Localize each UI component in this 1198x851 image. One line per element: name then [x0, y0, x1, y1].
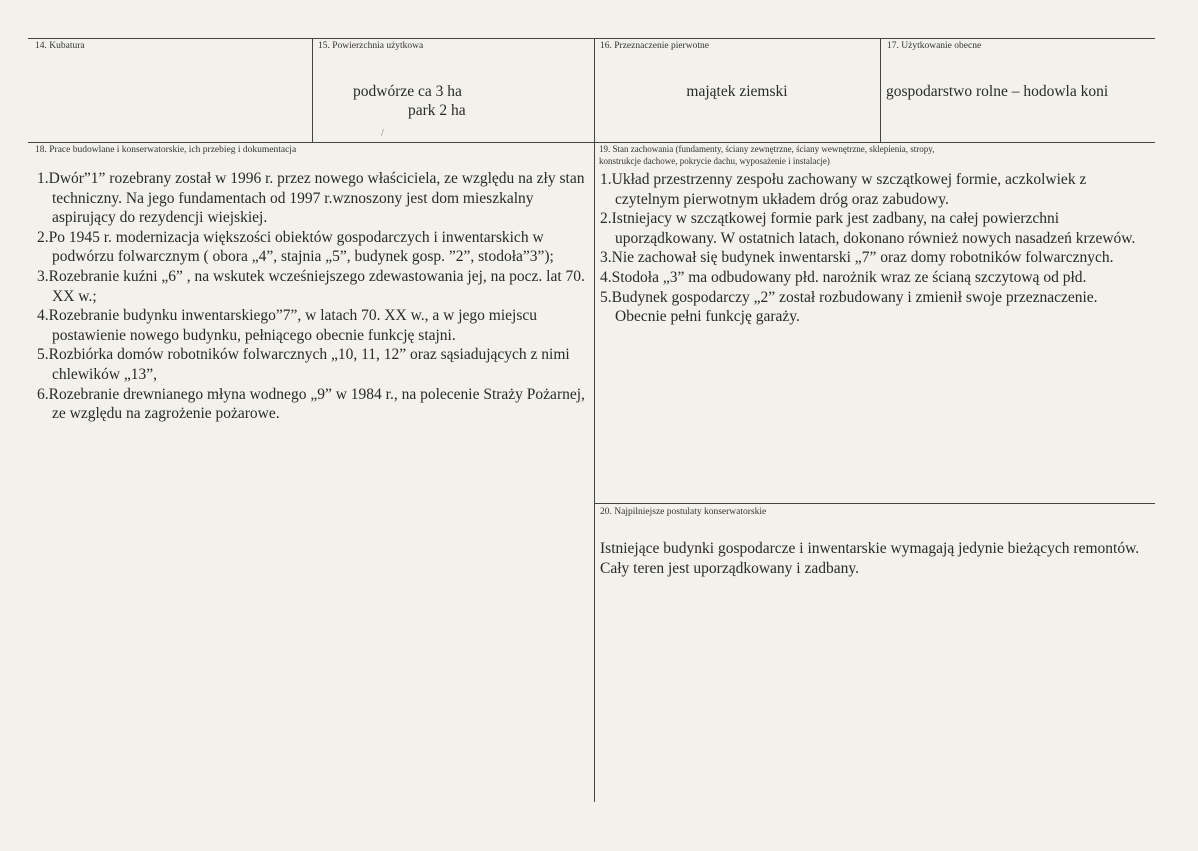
- stan-label-line2: konstrukcje dachowe, pokrycie dachu, wyposażenie i instalacje): [599, 156, 830, 166]
- powierzchnia-label: 15. Powierzchnia użytkowa: [318, 41, 424, 51]
- list-item: 3.Nie zachował się budynek inwentarski „7” oraz domy robotników folwarcznych.: [600, 249, 1114, 267]
- list-item: 3.Rozebranie kuźni „6” , na wskutek wcześniejszego zdewastowania jej, na pocz. lat 70. XX w.;: [37, 267, 585, 305]
- list-item: 4.Rozebranie budynku inwentarskiego”7”, w latach 70. XX w., a w jego miejscu postawienie nowego budynku, pełniącego obecnie funkcję stajni.: [37, 307, 538, 344]
- list-item: 1.Dwór”1” rozebrany został w 1996 r. przez nowego właściciela, ze względu na zły stan techniczny. Na jego fundamentach od 1997 r.wznoszony jest dom mieszkalny aspirujący do rezydencji wiejskiej.: [37, 170, 585, 227]
- prace-list: [34, 169, 590, 424]
- list-item: 2.Po 1945 r. modernizacja większości obiektów gospodarczych i inwentarskich w podwórzu folwarcznym ( obora „4”, stajnia „5”, budynek gosp. ”2”, stodoła”3”);: [37, 228, 554, 266]
- section-20-divider: [594, 503, 1155, 504]
- uzytkowanie-value: gospodarstwo rolne – hodowla koni: [886, 83, 1109, 100]
- uzytkowanie-label: 17. Użytkowanie obecne: [887, 41, 982, 51]
- postulaty-label: 20. Najpilniejsze postulaty konserwatorskie: [600, 507, 767, 517]
- top-rule: [28, 38, 1155, 39]
- pen-mark: /: [381, 128, 384, 139]
- przeznaczenie-label: 16. Przeznaczenie pierwotne: [600, 41, 709, 51]
- col-divider-2: [594, 38, 595, 802]
- postulaty-text: Istniejące budynki gospodarcze i inwentarskie wymagają jedynie bieżących remontów. Cały teren jest uporządkowany i zadbany.: [600, 540, 1140, 577]
- przeznaczenie-value: majątek ziemski: [686, 83, 788, 100]
- list-item: 5.Rozbiórka domów robotników folwarcznych „10, 11, 12” oraz sąsiadujących z nimi chlewików „13”,: [37, 346, 570, 383]
- list-item: 5.Budynek gospodarczy „2” został rozbudowany i zmienił swoje przeznaczenie. Obecnie pełni funkcję garaży.: [600, 288, 1098, 326]
- col-divider-3: [880, 38, 881, 142]
- kubatura-label: 14. Kubatura: [35, 41, 85, 51]
- stan-label-line1: 19. Stan zachowania (fundamenty, ściany zewnętrzne, ściany wewnętrzne, sklepienia, stropy,: [599, 144, 935, 154]
- list-item: 4.Stodoła „3” ma odbudowany płd. narożnik wraz ze ścianą szczytową od płd.: [600, 268, 1087, 286]
- powierzchnia-line1: podwórze ca 3 ha: [353, 83, 462, 100]
- list-item: 2.Istniejacy w szczątkowej formie park jest zadbany, na całej powierzchni uporządkowany. W ostatnich latach, dokonano również nowych nasadzeń krzewów.: [600, 210, 1136, 247]
- list-item: 6.Rozebranie drewnianego młyna wodnego „9” w 1984 r., na polecenie Straży Pożarnej, ze względu na zagrożenie pożarowe.: [37, 385, 585, 423]
- stan-list: [597, 170, 1149, 327]
- row-divider: [28, 142, 1155, 143]
- col-divider-1: [312, 38, 313, 142]
- prace-label: 18. Prace budowlane i konserwatorskie, ich przebieg i dokumentacja: [35, 145, 297, 155]
- powierzchnia-line2: park 2 ha: [408, 102, 466, 119]
- list-item: 1.Układ przestrzenny zespołu zachowany w szczątkowej formie, aczkolwiek z czytelnym pierwotnym układem dróg oraz zabudowy.: [600, 171, 1087, 208]
